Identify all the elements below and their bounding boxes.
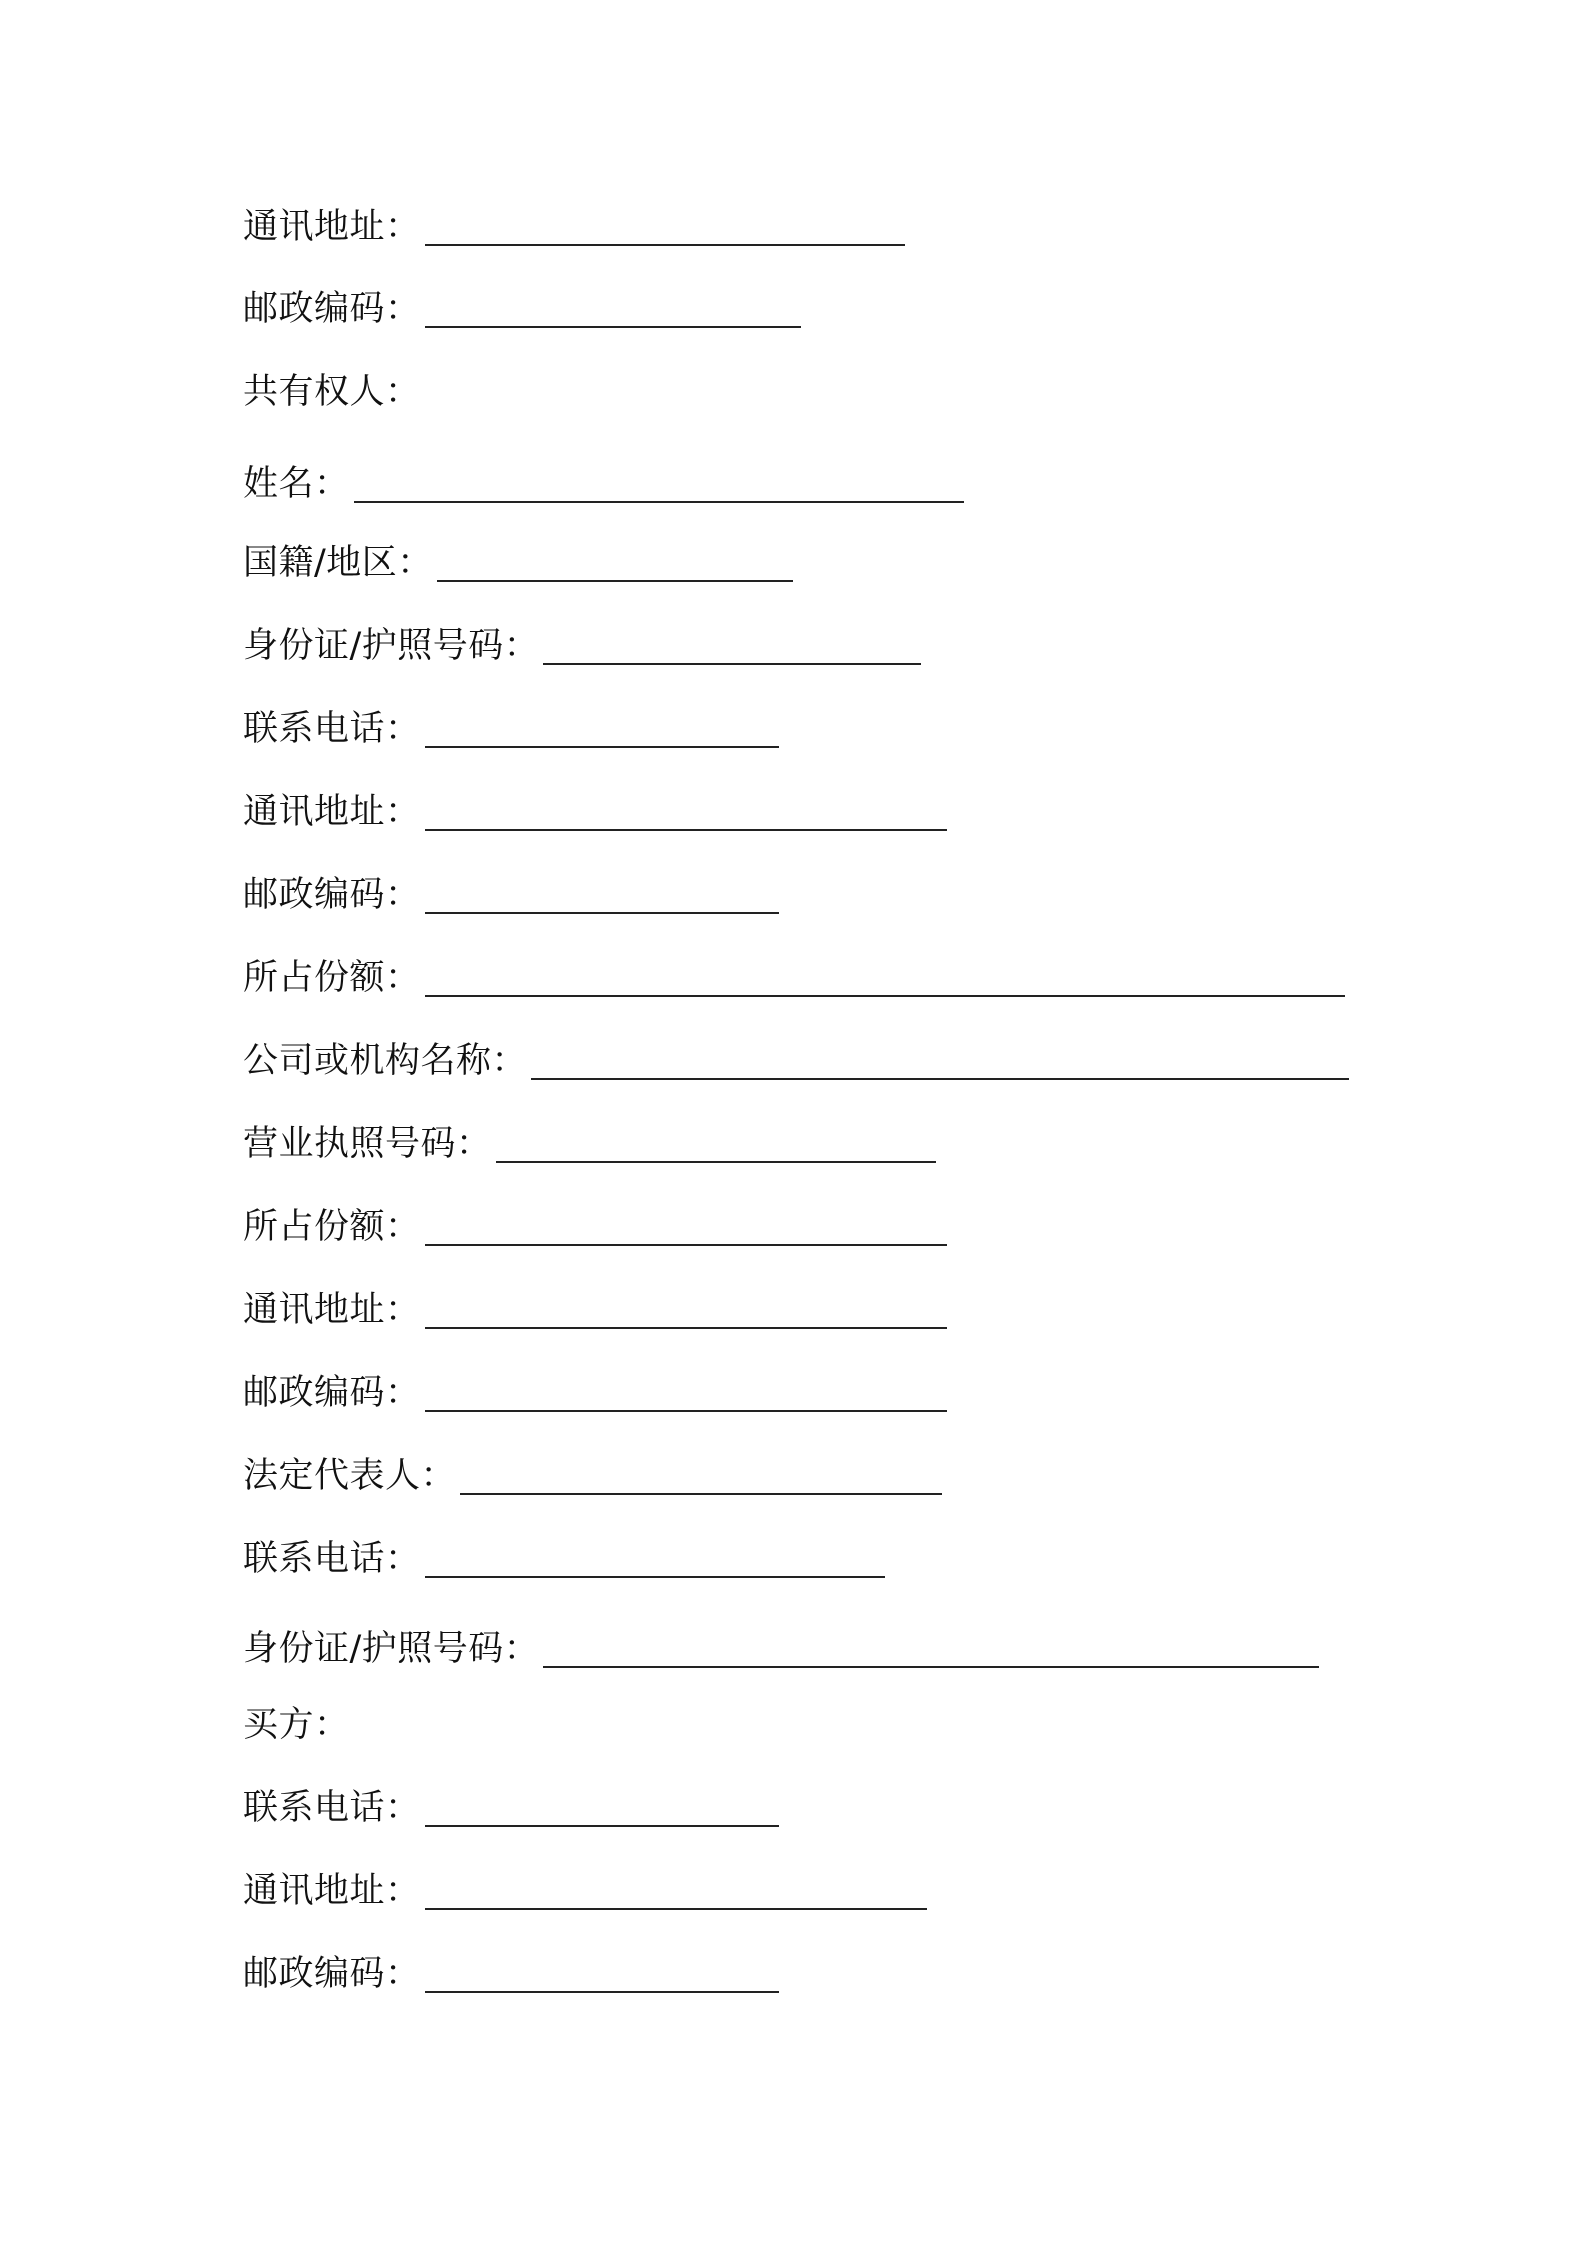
field-row-postcode-4 [243,1952,779,1996]
field-row-address-4 [243,1869,927,1913]
blank-line[interactable] [460,1493,942,1495]
blank-line[interactable] [425,1908,927,1910]
field-row-postcode-2 [243,873,779,917]
field-label: 所占份额： [243,1207,421,1247]
field-row-id-number-1 [243,624,921,668]
blank-line[interactable] [425,1410,947,1412]
field-row-license-number [243,1122,936,1166]
blank-line[interactable] [425,912,779,914]
field-label: 联系电话： [243,1539,421,1579]
field-label: 法定代表人： [243,1456,457,1496]
blank-line[interactable] [437,580,793,582]
field-row-address-2 [243,790,947,834]
field-label: 联系电话： [243,709,421,749]
blank-line[interactable] [543,1666,1319,1668]
field-row-phone-3 [243,1786,779,1830]
blank-line[interactable] [425,1327,947,1329]
field-label: 姓名： [243,464,350,504]
blank-line[interactable] [531,1078,1349,1080]
field-row-nationality [243,541,793,585]
field-row-phone-2 [243,1537,885,1581]
field-row-address-3 [243,1288,947,1332]
section-heading-buyer [243,1703,350,1747]
field-label: 通讯地址： [243,1290,421,1330]
section-label: 共有权人： [243,372,421,412]
field-label: 通讯地址： [243,1871,421,1911]
blank-line[interactable] [425,746,779,748]
field-row-name [243,462,964,506]
blank-line[interactable] [425,1825,779,1827]
field-label: 公司或机构名称： [243,1041,528,1081]
blank-line[interactable] [425,995,1345,997]
field-row-legal-rep [243,1454,942,1498]
section-heading-co-owner [243,370,421,414]
blank-line[interactable] [425,244,905,246]
field-row-address-1 [243,205,905,249]
field-row-postcode-3 [243,1371,947,1415]
field-label: 联系电话： [243,1788,421,1828]
blank-line[interactable] [496,1161,936,1163]
blank-line[interactable] [354,501,964,503]
field-row-id-number-2 [243,1627,1319,1671]
blank-line[interactable] [425,829,947,831]
blank-line[interactable] [425,1576,885,1578]
blank-line[interactable] [425,1244,947,1246]
blank-line[interactable] [543,663,921,665]
field-row-company-name [243,1039,1349,1083]
field-label: 邮政编码： [243,1954,421,1994]
field-label: 邮政编码： [243,289,421,329]
blank-line[interactable] [425,326,801,328]
field-label: 邮政编码： [243,1373,421,1413]
field-label: 国籍/地区： [243,543,433,583]
field-label: 邮政编码： [243,875,421,915]
field-row-postcode-1 [243,287,801,331]
field-label: 所占份额： [243,958,421,998]
field-label: 营业执照号码： [243,1124,492,1164]
field-row-share-1 [243,956,1345,1000]
field-label: 身份证/护照号码： [243,626,540,666]
field-label: 通讯地址： [243,792,421,832]
field-label: 通讯地址： [243,207,421,247]
field-row-share-2 [243,1205,947,1249]
field-row-phone-1 [243,707,779,751]
section-label: 买方： [243,1705,350,1745]
blank-line[interactable] [425,1991,779,1993]
field-label: 身份证/护照号码： [243,1629,540,1669]
